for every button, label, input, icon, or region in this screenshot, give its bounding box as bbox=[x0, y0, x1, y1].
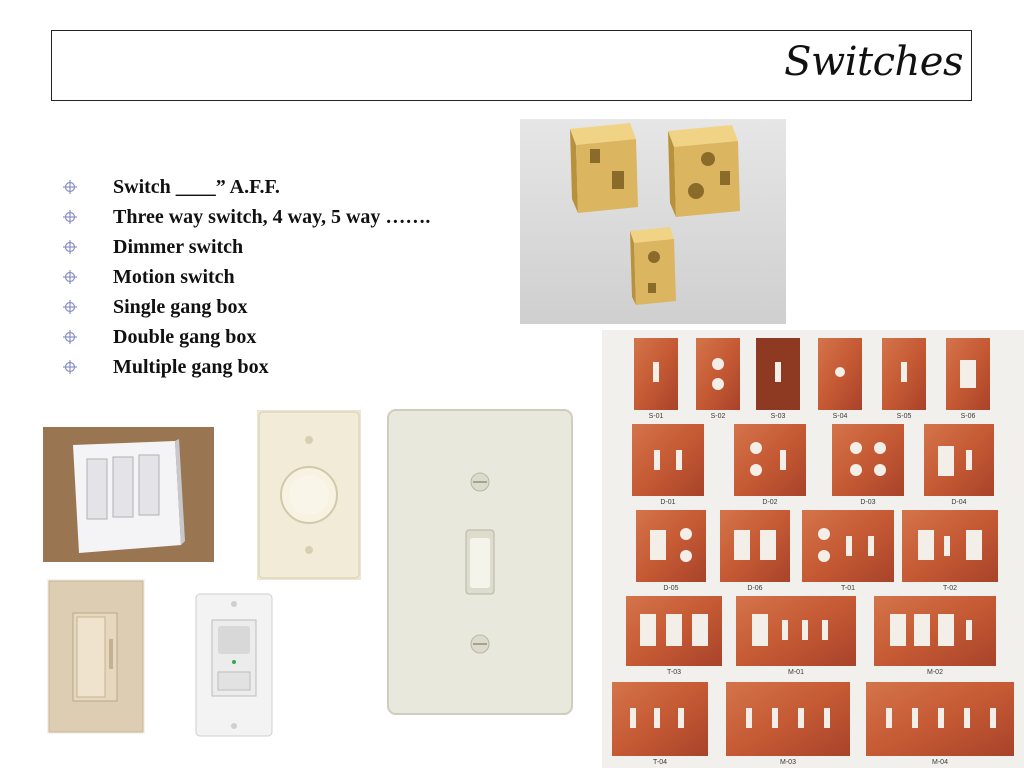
list-item bbox=[62, 232, 430, 262]
crosshair-bullet-icon bbox=[62, 239, 78, 255]
slide-dimmer-photo bbox=[47, 579, 145, 734]
crosshair-bullet-icon bbox=[62, 269, 78, 285]
wall-rocker-switch-photo bbox=[43, 427, 214, 562]
bullet-text: Dimmer switch bbox=[113, 235, 244, 258]
plate-label: T-04 bbox=[652, 759, 668, 766]
plate-label: M-01 bbox=[788, 669, 804, 676]
bullet-text: Double gang box bbox=[113, 325, 257, 348]
plate-label: D-06 bbox=[747, 585, 763, 592]
bullet-text: Three way switch, 4 way, 5 way ……. bbox=[113, 205, 431, 228]
bullet-text: Switch ____” A.F.F. bbox=[113, 175, 280, 198]
plate-label: D-03 bbox=[860, 499, 876, 506]
crosshair-bullet-icon bbox=[62, 299, 78, 315]
gang-boxes-photo bbox=[520, 119, 786, 324]
rotary-dimmer-photo bbox=[257, 410, 361, 580]
list-item bbox=[62, 202, 430, 232]
plate-label: M-04 bbox=[932, 759, 948, 766]
bullet-text: Motion switch bbox=[113, 265, 235, 288]
plate-label: S-03 bbox=[770, 413, 786, 420]
plate-label: D-02 bbox=[762, 499, 778, 506]
crosshair-bullet-icon bbox=[62, 179, 78, 195]
toggle-switch-photo bbox=[384, 408, 576, 718]
plate-label: T-03 bbox=[666, 669, 682, 676]
plate-label: M-03 bbox=[780, 759, 796, 766]
copper-wallplates-photo bbox=[602, 330, 1024, 768]
plate-label: D-04 bbox=[951, 499, 967, 506]
plate-label: S-02 bbox=[710, 413, 726, 420]
plate-label: D-05 bbox=[663, 585, 679, 592]
plate-label: D-01 bbox=[660, 499, 676, 506]
list-item bbox=[62, 262, 430, 292]
bullet-text: Single gang box bbox=[113, 295, 248, 318]
list-item bbox=[62, 322, 430, 352]
plate-label: S-06 bbox=[960, 413, 976, 420]
list-item bbox=[62, 292, 430, 322]
title-box bbox=[51, 30, 972, 101]
list-item bbox=[62, 172, 430, 202]
plate-label: S-04 bbox=[832, 413, 848, 420]
crosshair-bullet-icon bbox=[62, 329, 78, 345]
plate-label: S-05 bbox=[896, 413, 912, 420]
list-item bbox=[62, 352, 430, 382]
plate-label: T-01 bbox=[840, 585, 856, 592]
bullet-text: Multiple gang box bbox=[113, 355, 269, 378]
bullet-list bbox=[62, 172, 430, 382]
crosshair-bullet-icon bbox=[62, 209, 78, 225]
plate-label: S-01 bbox=[648, 413, 664, 420]
plate-label: M-02 bbox=[927, 669, 943, 676]
crosshair-bullet-icon bbox=[62, 359, 78, 375]
plate-label: T-02 bbox=[942, 585, 958, 592]
slide-title: Switches bbox=[784, 39, 963, 85]
motion-sensor-switch-photo bbox=[190, 592, 278, 738]
